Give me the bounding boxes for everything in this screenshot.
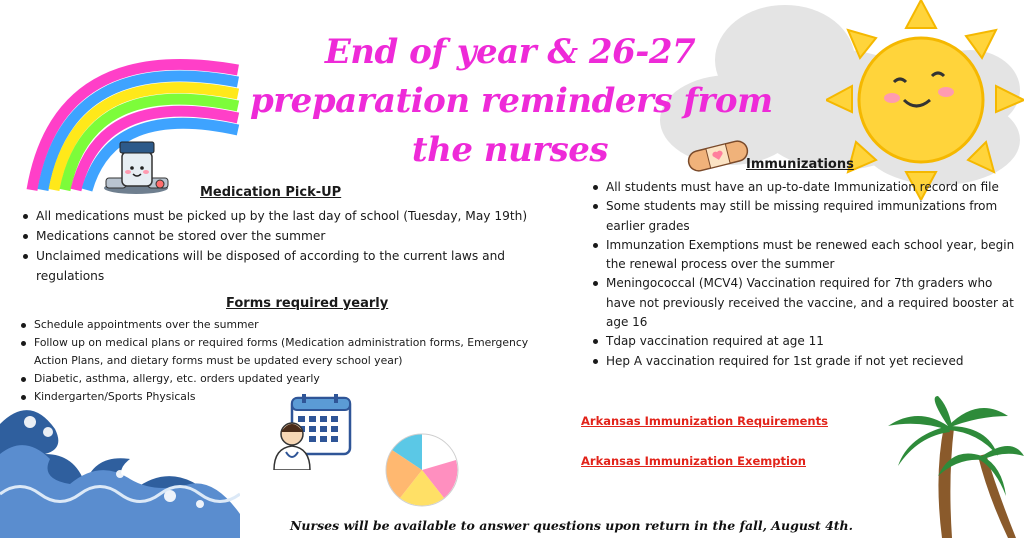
list-item: Immunzation Exemptions must be renewed each school year, begin the renewal process over the summer [590, 236, 1020, 275]
list-item: Meningococcal (MCV4) Vaccination required for 7th graders who have not previously received the vaccine, and a required booster at age 16 [590, 274, 1020, 332]
immunizations-heading: Immunizations [746, 157, 854, 172]
list-item: Hep A vaccination required for 1st grade if not yet recieved [590, 352, 1020, 371]
sun-icon [826, 0, 1024, 200]
immunization-exemption-link[interactable]: Arkansas Immunization Exemption [581, 454, 806, 468]
list-item: All students must have an up-to-date Immunization record on file [590, 178, 1020, 197]
list-item: Diabetic, asthma, allergy, etc. orders updated yearly [18, 370, 548, 388]
title-line-3: the nurses [411, 130, 609, 170]
medication-heading: Medication Pick-UP [200, 185, 342, 200]
footer-note: Nurses will be available to answer questions upon return in the fall, August 4th. [290, 518, 853, 533]
title-line-2: preparation reminders from [250, 81, 773, 121]
medicine-bottle-icon [100, 134, 174, 196]
forms-heading: Forms required yearly [226, 296, 389, 311]
immunizations-list [590, 178, 1020, 371]
list-item: Unclaimed medications will be disposed of according to the current laws and regulations [20, 246, 530, 286]
palm-tree-icon [858, 396, 1024, 538]
page-title [250, 28, 773, 175]
forms-list [18, 316, 548, 406]
immunization-requirements-link[interactable]: Arkansas Immunization Requirements [581, 414, 828, 428]
list-item: Tdap vaccination required at age 11 [590, 332, 1020, 351]
list-item: All medications must be picked up by the last day of school (Tuesday, May 19th) [20, 206, 530, 226]
list-item: Follow up on medical plans or required forms (Medication administration forms, Emergency Action Plans, and dietary forms must be updated every school year) [18, 334, 548, 370]
list-item: Schedule appointments over the summer [18, 316, 548, 334]
list-item: Some students may still be missing required immunizations from earlier grades [590, 197, 1020, 236]
list-item: Kindergarten/Sports Physicals [18, 388, 548, 406]
title-line-1: End of year & 26-27 [324, 32, 696, 72]
wave-icon [0, 404, 240, 538]
list-item: Medications cannot be stored over the summer [20, 226, 530, 246]
medication-list [20, 206, 530, 286]
beach-ball-icon [384, 432, 460, 508]
